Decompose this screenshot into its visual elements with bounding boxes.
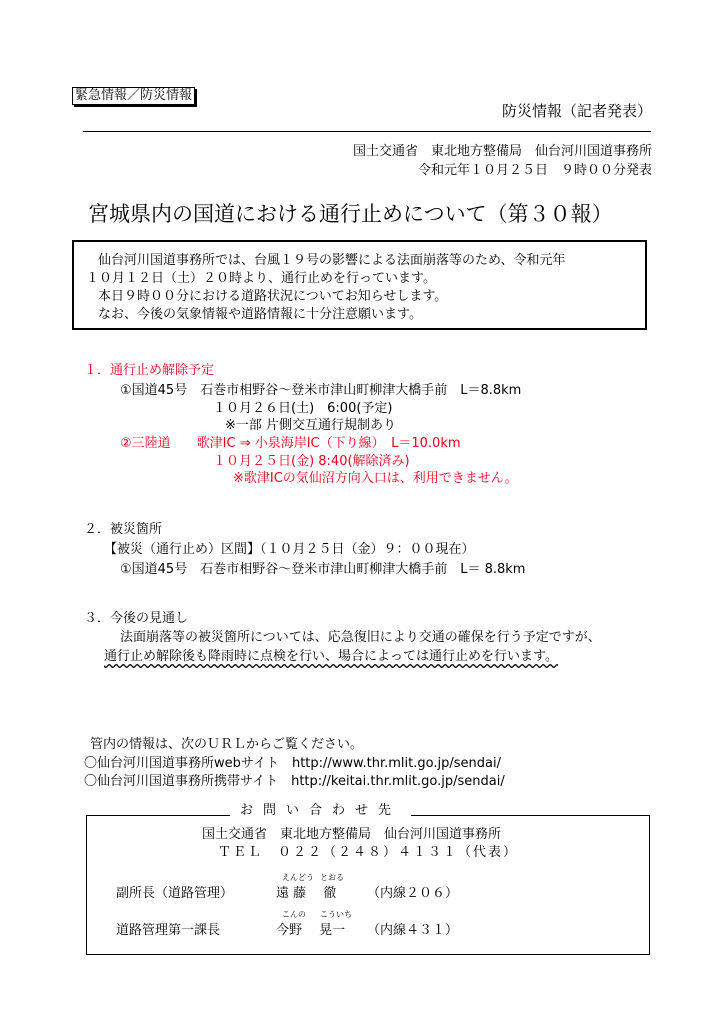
contact-org: 国土交通省 東北地方整備局 仙台河川国道事務所 [202, 827, 502, 842]
summary-line: 本日９時００分における道路状況についてお知らせします。 [98, 289, 448, 304]
section1-item2-date: １０月２５日(金) 8:40(解除済み) [213, 454, 410, 469]
issue-date: 令和元年１０月２５日 ９時００分発表 [417, 163, 652, 178]
mobile-site-link[interactable]: 〇仙台河川国道事務所携帯サイト http://keitai.thr.mlit.go.jp/sendai/ [84, 774, 505, 789]
section1-item2-route: ②三陸道 歌津IC ⇒ 小泉海岸IC（下り線） L＝10.0km [120, 436, 461, 451]
section3-line2: 通行止め解除後も降雨時に点検を行い、場合によっては通行止めを行います。 [104, 649, 558, 664]
links-intro: 管内の情報は、次のＵＲＬからご覧ください。 [90, 737, 364, 752]
contact-title: お問い合わせ先 [230, 802, 411, 820]
section1-heading: １．通行止め解除予定 [84, 363, 215, 378]
person2-ruby-first: こういち [320, 910, 352, 919]
person1-role: 副所長（道路管理） [116, 886, 234, 901]
summary-box [72, 240, 647, 330]
page-title: 宮城県内の国道における通行止めについて（第３０報） [88, 202, 613, 226]
summary-line: なお、今後の気象情報や道路情報に十分注意願います。 [98, 307, 422, 322]
person1-extension: （内線２０６） [367, 886, 459, 901]
section3-heading: ３．今後の見通し [84, 611, 189, 626]
summary-line: １０月１２日（土）２０時より、通行止めを行っています。 [86, 271, 436, 286]
issuer: 国土交通省 東北地方整備局 仙台河川国道事務所 [352, 144, 652, 159]
person2-role: 道路管理第一課長 [116, 923, 221, 938]
person1-ruby-first: とおる [320, 873, 344, 882]
section2-item: ①国道45号 石巻市相野谷～登米市津山町柳津大橋手前 L＝ 8.8km [120, 562, 526, 577]
person1-ruby-last: えんどう [282, 873, 314, 882]
section1-item1-date: １０月２６日(土) 6:00(予定) [213, 401, 393, 416]
person2-ruby-last: こんの [282, 910, 306, 919]
section3-line1: 法面崩落等の被災箇所については、応急復旧により交通の確保を行う予定ですが、 [120, 630, 601, 645]
website-link[interactable]: 〇仙台河川国道事務所webサイト http://www.thr.mlit.go.jp/sendai/ [84, 756, 501, 771]
doc-type: 防災情報（記者発表） [502, 102, 653, 120]
person2-name: 今野 晃一 [276, 923, 346, 938]
person2-extension: （内線４３１） [367, 923, 459, 938]
person1-name: 遠 藤 徹 [276, 886, 337, 901]
header-divider [83, 131, 651, 132]
summary-line: 仙台河川国道事務所では、台風１９号の影響による法面崩落等のため、令和元年 [98, 253, 566, 268]
emergency-tag: 緊急情報／防災情報 [72, 87, 195, 105]
section1-item1-note: ※一部 片側交互通行規制あり [225, 418, 397, 433]
section2-heading: ２．被災箇所 [84, 522, 163, 537]
section1-item2-note: ※歌津ICの気仙沼方向入口は、利用できません。 [233, 471, 518, 486]
section2-subheading: 【被災（通行止め）区間】（１０月２５日（金）９：００現在） [104, 542, 475, 557]
contact-tel: ＴＥＬ ０２２（２４８）４１３１（代表） [218, 845, 519, 860]
section1-item1-route: ①国道45号 石巻市相野谷～登米市津山町柳津大橋手前 L＝8.8km [120, 383, 522, 398]
